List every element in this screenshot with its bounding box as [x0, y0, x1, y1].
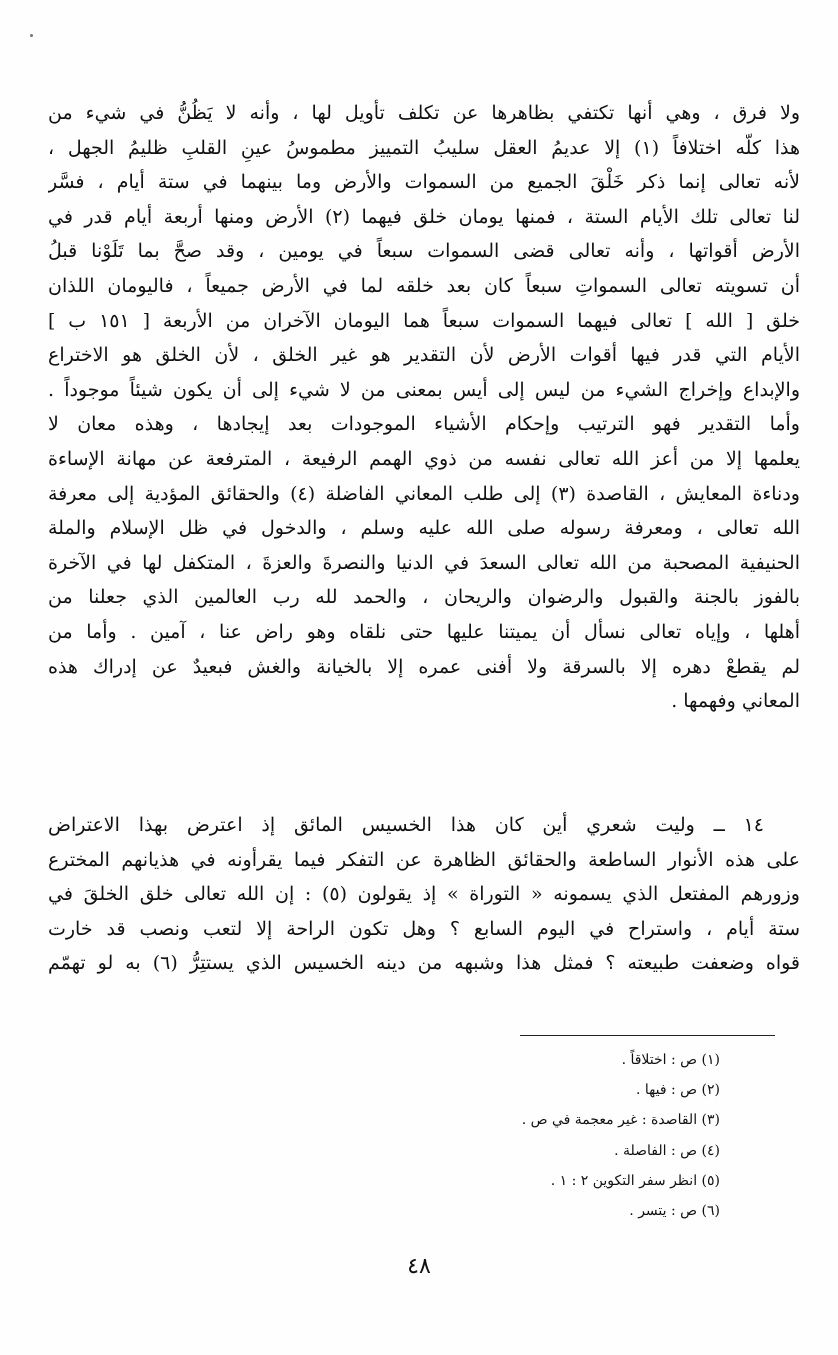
footnote-2: (٢) ص : فيها .	[636, 1082, 720, 1099]
text-line: المعاني وفهمها .	[671, 690, 800, 713]
text-line: أهلها ، وإياه تعالى نسأل أن يميتنا عليها حتى نلقاه وهو راض عنا ، آمين . وأما من	[48, 620, 800, 643]
text-line: والإبداع وإخراج الشيء من ليس إلى أيس بمعنى من لا شيء إلى أن يكون شيئاً موجوداً .	[48, 378, 800, 401]
text-line: بالفوز بالجنة والقبول والرضوان والريحان ، والحمد لله رب العالمين الذي جعلنا من	[48, 586, 800, 609]
text-line: أن تسويته تعالى السمواتِ سبعاً كان بعد خلقه لما في الأرض جميعاً ، فاليومان اللذان	[48, 274, 800, 297]
text-line: على هذه الأنوار الساطعة والحقائق الظاهرة عن التفكر فيما يقرأونه في هذيانهم المخترع	[48, 848, 800, 871]
text-line: لنا تعالى تلك الأيام الستة ، فمنها يومان خلق فيهما (٢) الأرض ومنها أربعة أيام قدر في	[48, 205, 800, 228]
text-line: ولا فرق ، وهي أنها تكتفي بظاهرها عن تكلف تأويل لها ، وأنه لا يَظُنُّ في شيء من	[48, 102, 800, 124]
scan-speck	[30, 34, 33, 37]
footnote-1: (١) ص : اختلاقاً .	[621, 1052, 720, 1068]
text-line: الأرض أقواتها ، وأنه تعالى قضى السموات سبعاً في يومين ، وقد صحَّ بما تَلَوْنا قبلُ	[48, 240, 800, 263]
text-line: هذا كلّه اختلافاً (١) إلا عديمُ العقل سليبُ التمييز مطموسُ عينِ القلبِ ظليمُ الجهل ،	[48, 136, 800, 159]
text-line: خلق [ الله ] تعالى فيهما السموات سبعاً هما اليومان الآخران من الأربعة [ ١٥١ ب ]	[48, 309, 800, 332]
page-number: ٤٨	[407, 1254, 431, 1279]
text-line: ١٤ ــ وليت شعري أين كان هذا الخسيس المائق إذ اعترض بهذا الاعتراض	[48, 814, 764, 836]
text-line: يعلمها إلا من أعز الله تعالى نفسه من ذوي الهمم الرفيعة ، المترفعة عن مهانة الإساءة	[48, 447, 800, 470]
text-line: وزورهم المفتعل الذي يسمونه « التوراة » إذ يقولون (٥) : إن الله تعالى خلق الخلقَ في	[48, 883, 800, 906]
text-line: قواه وضعفت طبيعته ؟ فمثل هذا وشبهه من دينه الخسيس الذي يستتِرُّ (٦) به لو تهمّم	[48, 952, 800, 975]
footnote-6: (٦) ص : يتسر .	[629, 1202, 720, 1219]
paragraph-14	[48, 808, 800, 981]
text-line: الأيام التي قدر فيها أقوات الأرض لأن التقدير هو غير الخلق ، لأن الخلق هو الاختراع	[48, 344, 800, 367]
footnotes	[320, 1045, 720, 1226]
paragraph-main	[48, 96, 800, 719]
text-line: وأما التقدير فهو الترتيب وإحكام الأشياء الموجودات بعد إيجادها ، وهذه معان لا	[48, 413, 800, 436]
footnote-5: (٥) انظر سفر التكوين ٢ : ١ .	[550, 1172, 720, 1189]
footnote-divider	[520, 1035, 775, 1036]
text-line: ودناءة المعايش ، القاصدة (٣) إلى طلب المعاني الفاضلة (٤) والحقائق المؤدية إلى معرفة	[48, 482, 800, 505]
text-line: الحنيفية المصحبة من الله تعالى السعدَ في الدنيا والنصرةَ والعزةَ ، المتكفل لها في الآخرة	[48, 551, 800, 574]
text-line: الله تعالى ، ومعرفة رسوله صلى الله عليه وسلم ، والدخول في ظل الإسلام والملة	[48, 517, 800, 540]
text-line: ستة أيام ، واستراح في اليوم السابع ؟ وهل تكون الراحة إلا لتعب ونصب قد خارت	[48, 917, 800, 940]
text-line: لأنه تعالى إنما ذكر خَلْقَ الجميع من السموات والأرض وما بينهما في ستة أيام ، فسَّر	[48, 171, 800, 194]
footnote-3: (٣) القاصدة : غير معجمة في ص .	[521, 1112, 720, 1129]
footnote-4: (٤) ص : الفاصلة .	[614, 1142, 720, 1159]
text-line: لم يقطعْ دهره إلا بالسرقة ولا أفنى عمره إلا بالخيانة والغش فبعيدٌ عن إدراك هذه	[48, 655, 800, 678]
